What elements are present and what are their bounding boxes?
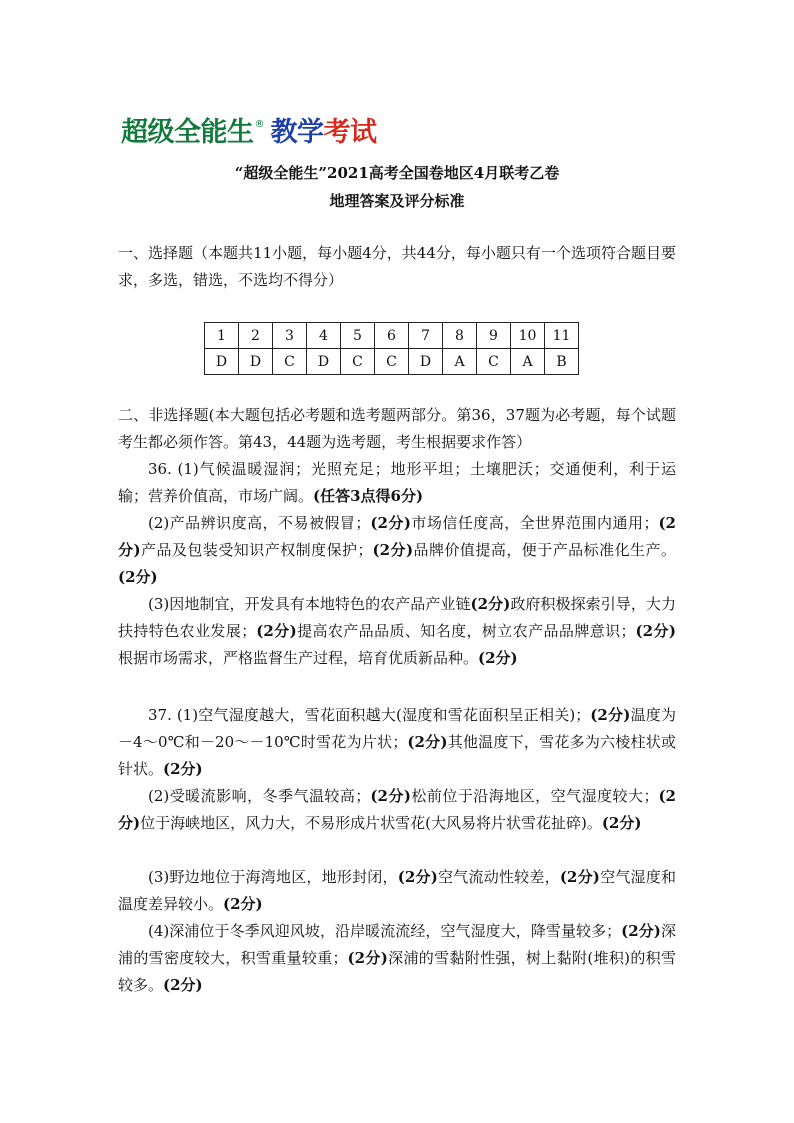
score-note: (2分) [118,568,158,586]
score-note: (2分) [601,814,642,832]
answer-text: 政府积极探索引导，大力扶持特色农业发展； [118,595,676,640]
answer-cell: D [205,349,239,375]
answer-text: 36. (1)气候温暖湿润；光照充足；地形平坦；土壤肥沃；交通便利，利于运输；营养价值高，市场广阔。 [118,460,676,505]
answer-text: 品牌价值提高，便于产品标准化生产。 [413,541,676,559]
question-number-cell: 10 [511,323,545,349]
score-note: (2分) [163,760,203,778]
answer-cell: C [341,349,375,375]
logo-registered-mark: ® [254,119,265,130]
score-note: (2分) [163,976,203,994]
answer-cell: D [409,349,443,375]
answer-cell: C [273,349,307,375]
answer-cell: A [443,349,477,375]
logo [121,110,377,149]
answer-text: 37. (1)空气湿度越大，雪花面积越大(湿度和雪花面积呈正相关)； [148,706,591,724]
score-note: (2分) [478,649,518,667]
q37-part1 [118,702,676,783]
answer-table-number-row [205,323,579,349]
answer-cell: B [545,349,579,375]
q37-part4 [118,918,676,999]
answer-text: (4)深浦位于冬季风迎风坡，沿岸暖流流经，空气湿度大，降雪量较多； [148,922,622,940]
question-number-cell: 8 [443,323,477,349]
score-note: (2分) [470,595,511,613]
score-note: (2分) [590,706,631,724]
answer-text: 产品及包装受知识产权制度保护； [140,541,373,559]
logo-kaoshi: 考试 [323,117,377,148]
score-note: (2分) [347,949,388,967]
answer-table [204,322,579,375]
logo-jiaoxue: 教学 [270,117,324,148]
answer-cell: D [307,349,341,375]
score-note: (2分) [118,514,676,559]
logo-brand: 超级全能生 [121,117,254,148]
question-number-cell: 3 [273,323,307,349]
question-number-cell: 6 [375,323,409,349]
answer-cell: C [375,349,409,375]
section2-heading: 二、非选择题(本大题包括必考题和选考题两部分。第36，37题为必考题，每个试题考生都必须作答。第43，44题为选考题，考生根据要求作答） [118,406,676,451]
answer-cell: C [477,349,511,375]
score-note: (2分) [223,895,263,913]
score-note: (2分) [370,514,411,532]
question-number-cell: 2 [239,323,273,349]
question-number-cell: 4 [307,323,341,349]
answer-text: 深浦的雪密度较大，积雪重量较重； [118,922,676,967]
q36-part2 [118,510,676,591]
score-note: (2分) [635,622,676,640]
answer-cell: D [239,349,273,375]
answer-text: 提高农产品品质、知名度，树立农产品品牌意识； [296,622,636,640]
answer-text: 位于海峡地区，风力大，不易形成片状雪花(大风易将片状雪花扯碎)。 [140,814,602,832]
score-note: (任答3点得6分) [313,487,424,505]
document-subtitle: 地理答案及评分标准 [329,192,465,210]
score-note: (2分) [397,868,438,886]
question-number-cell: 5 [341,323,375,349]
answer-text: (3)野边地位于海湾地区，地形封闭， [148,868,398,886]
q37-part2 [118,783,676,837]
question-number-cell: 1 [205,323,239,349]
question-number-cell: 9 [477,323,511,349]
answer-text: 其他温度下，雪花多为六棱柱状或针状。 [118,733,676,778]
answer-text: 根据市场需求，严格监督生产过程，培育优质新品种。 [118,649,479,667]
question-number-cell: 7 [409,323,443,349]
answer-table-answer-row [205,349,579,375]
answer-text: (2)产品辨识度高，不易被假冒； [148,514,371,532]
q36-part1 [118,456,676,510]
answer-text: 市场信任度高，全世界范围内通用； [410,514,659,532]
answer-text: (2)受暖流影响，冬季气温较高； [148,787,371,805]
score-note: (2分) [372,541,414,559]
answer-text: 空气湿度和温度差异较小。 [118,868,676,913]
q36-part3 [118,591,676,672]
section1-heading: 一、选择题（本题共11小题，每小题4分，共44分，每小题只有一个选项符合题目要求，多选，错选，不选均不得分） [118,244,676,289]
answer-text: 松前位于沿海地区，空气湿度较大； [410,787,659,805]
q37-part3 [118,864,676,918]
answer-text: (3)因地制宜，开发具有本地特色的农产品产业链 [148,595,471,613]
document-title: “超级全能生”2021高考全国卷地区4月联考乙卷 [234,164,560,182]
answer-text: 深浦的雪黏附性强，树上黏附(堆积)的积雪较多。 [118,949,676,994]
answer-cell: A [511,349,545,375]
score-note: (2分) [407,733,448,751]
score-note: (2分) [256,622,297,640]
score-note: (2分) [370,787,411,805]
answer-text: 温度为－4～0℃和－20～－10℃时雪花为片状； [118,706,676,751]
question-number-cell: 11 [545,323,579,349]
score-note: (2分) [559,868,600,886]
score-note: (2分) [621,922,661,940]
score-note: (2分) [118,787,676,832]
answer-text: 空气流动性较差， [437,868,560,886]
